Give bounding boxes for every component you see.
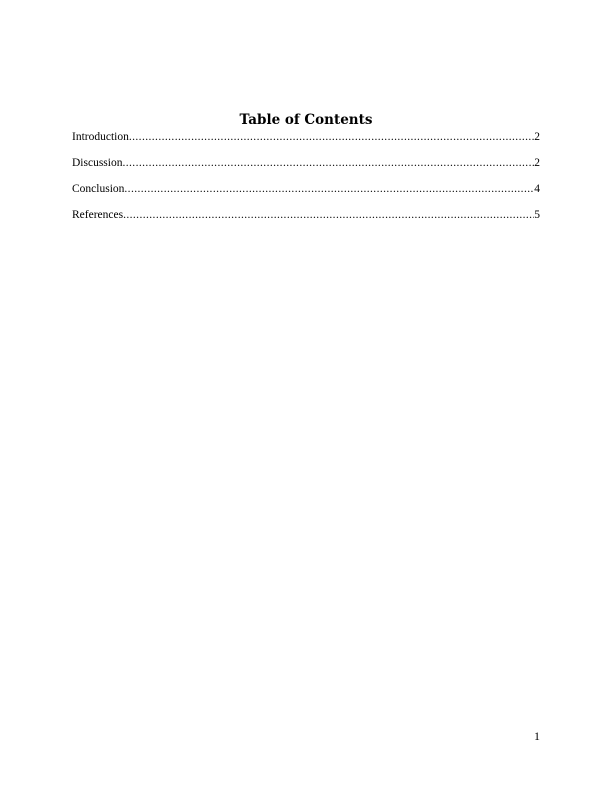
dot-leader bbox=[124, 181, 534, 197]
toc-list bbox=[72, 129, 540, 233]
toc-entry-introduction[interactable] bbox=[72, 129, 540, 155]
toc-entry-label: References bbox=[72, 209, 124, 221]
toc-entry-label: Introduction bbox=[72, 131, 129, 143]
toc-entry-conclusion[interactable] bbox=[72, 181, 540, 207]
page-number: 1 bbox=[534, 729, 540, 743]
dot-leader bbox=[122, 155, 534, 171]
toc-entry-page-number: 2 bbox=[534, 157, 540, 169]
toc-entry-page-number: 2 bbox=[534, 131, 540, 143]
dot-leader bbox=[123, 207, 534, 223]
toc-title: Table of Contents bbox=[239, 112, 373, 128]
toc-entry-page-number: 5 bbox=[534, 209, 540, 221]
toc-entry-references[interactable] bbox=[72, 207, 540, 233]
toc-entry-label: Discussion bbox=[72, 157, 123, 169]
dot-leader bbox=[129, 129, 534, 145]
toc-entry-page-number: 4 bbox=[534, 183, 540, 195]
toc-entry-label: Conclusion bbox=[72, 183, 125, 195]
toc-entry-discussion[interactable] bbox=[72, 155, 540, 181]
